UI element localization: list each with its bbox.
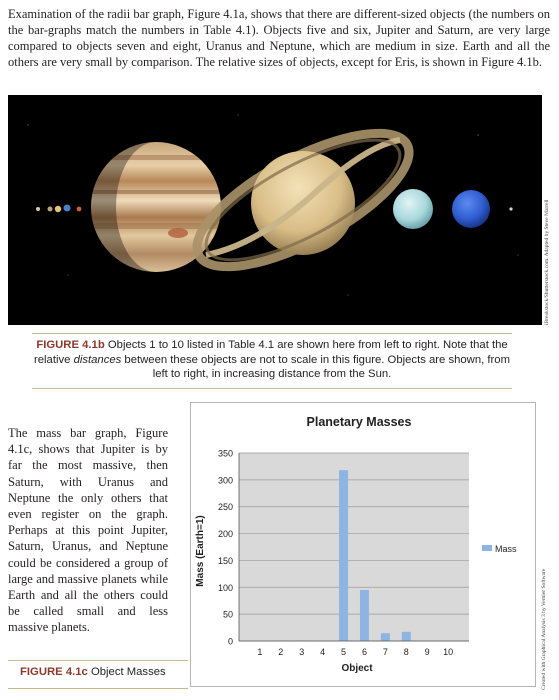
figure-label: FIGURE 4.1c (20, 666, 88, 678)
bar-object-7 (381, 633, 390, 641)
photo-credit: iBreakstock/Shutterstock.com. Adapted by Steve Marrell (544, 199, 550, 325)
x-tick-label: 5 (341, 647, 347, 657)
caption-c-bottom-rule (8, 688, 188, 689)
object-3-icon (55, 206, 61, 212)
caption-text-1: Objects 1 to 10 listed in Table 4.1 are shown here from left to right. Note that the relative (34, 339, 508, 366)
uranus-icon (393, 189, 433, 229)
y-tick-label: 150 (217, 555, 233, 566)
object-4-icon (64, 205, 71, 212)
intro-paragraph: Examination of the radii bar graph, Figure 4.1a, shows that there are different-sized objects (the numbers on the bar-graphs match the numbers in Table 4.1). Objects five and six, Jupiter and Saturn, are very large compared to objects seven and eight, Uranus and Neptune, which are medium in size. Earth and all the others are very small by comparison. The relative sizes of objects, except for Eris, is shown in Figure 4.1b. (8, 7, 550, 69)
caption-text: Object Masses (87, 666, 166, 678)
body-paragraph: The mass bar graph, Figure 4.1c, shows that Jupiter is by far the most massive, then Saturn, with Uranus and Neptune the only others that even register on the graph. Perhaps at this point Jupiter, Saturn, Uranus, and Neptune could be considered a group of large and massive planets while Earth and all the others could be called small and less massive planets. (8, 426, 168, 635)
bar-object-6 (360, 590, 369, 641)
x-tick-label: 6 (361, 647, 367, 657)
y-tick-label: 100 (217, 582, 233, 593)
neptune-icon (452, 190, 490, 228)
y-tick-label: 300 (217, 475, 233, 486)
y-tick-label: 350 (217, 448, 233, 459)
y-axis-label: Mass (Earth=1) (195, 515, 206, 587)
solar-system-photo (8, 95, 542, 325)
x-tick-label: 3 (299, 647, 305, 657)
caption-c-top-rule (8, 660, 188, 661)
y-tick-label: 200 (217, 529, 233, 540)
x-tick-label: 9 (424, 647, 430, 657)
legend-swatch (482, 545, 492, 551)
y-tick-label: 250 (217, 502, 233, 513)
caption-text-2: between these objects are not to scale in this figure. Objects are shown, from left to right, in increasing distance from the Sun. (121, 353, 510, 380)
x-tick-label: 1 (257, 647, 263, 657)
chart-title: Planetary Masses (306, 415, 412, 429)
y-tick-label: 50 (222, 609, 233, 620)
chart-credit: Created with Graphical Analysis 3 by Vernier Software (541, 568, 547, 690)
legend-label: Mass (495, 544, 517, 554)
object-1-icon (36, 207, 40, 211)
bar-object-5 (339, 470, 348, 641)
x-tick-label: 4 (320, 647, 326, 657)
pluto-icon (509, 207, 512, 210)
caption-top-rule (32, 333, 512, 334)
object-5-icon (77, 207, 82, 212)
bar-object-8 (402, 632, 411, 641)
x-tick-label: 8 (403, 647, 409, 657)
figure-4-1b-caption (32, 338, 512, 389)
figure-label: FIGURE 4.1b (36, 339, 105, 351)
caption-emphasis: distances (73, 353, 122, 366)
object-2-icon (48, 207, 53, 212)
x-tick-label: 10 (443, 647, 454, 657)
figure-4-1c-caption (20, 666, 190, 678)
x-tick-label: 7 (382, 647, 388, 657)
x-axis-label: Object (341, 663, 373, 674)
y-tick-label: 0 (227, 636, 233, 647)
mass-bar-chart (190, 402, 536, 687)
x-tick-label: 2 (278, 647, 284, 657)
plot-background (239, 453, 469, 641)
